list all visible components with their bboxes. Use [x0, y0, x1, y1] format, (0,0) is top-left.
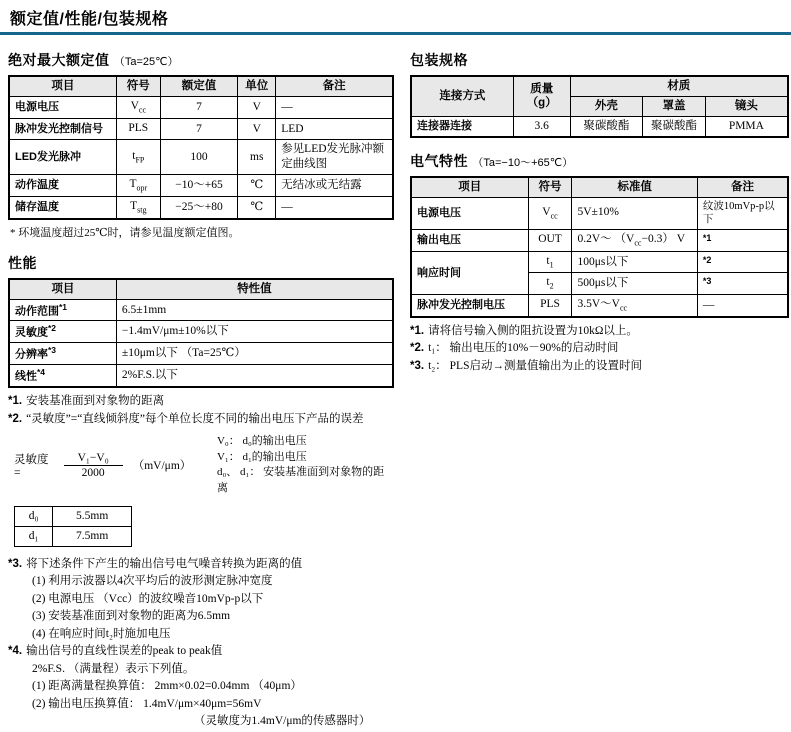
footnote-text: t₁： 输出电压的10%－90%的启动时间	[428, 342, 619, 355]
footnote-label: *1.	[8, 395, 23, 408]
item-cell	[9, 299, 116, 321]
item-label: 分辨率	[15, 349, 48, 362]
formula-definitions	[217, 434, 394, 496]
left-column	[8, 37, 394, 732]
lens-cell: PMMA	[705, 116, 788, 136]
footnote-1	[8, 394, 394, 410]
item-cell: 输出电压	[411, 230, 528, 252]
symbol-sub: opr	[136, 183, 148, 193]
value-text: 500μs以下	[577, 277, 629, 290]
symbol-cell	[116, 196, 160, 218]
footnote-ref: *3	[48, 345, 57, 356]
cover-cell: 聚碳酸酯	[643, 116, 706, 136]
header-note: 备注	[697, 177, 788, 197]
unit-cell: V	[238, 96, 276, 118]
item-label: 动作范围	[15, 305, 59, 318]
value-cell: ±10μm以下 （Ta=25℃）	[116, 343, 393, 365]
header-connection: 连接方式	[411, 76, 513, 116]
abs-max-condition: （Ta=25℃）	[113, 56, 179, 68]
electrical-heading	[410, 151, 789, 171]
footnote-label: *4.	[8, 645, 23, 658]
rating-cell: −25～+80	[160, 196, 238, 218]
symbol-base: t	[546, 276, 550, 289]
value-cell	[572, 251, 697, 273]
abs-max-footnote: * 环境温度超过25℃时，请参见温度额定值图。	[10, 226, 240, 239]
formula-denominator: 2000	[64, 465, 123, 479]
footnote-ref: *2	[48, 323, 57, 334]
distance-symbol-cell: d₁	[15, 526, 53, 546]
item-cell: 电源电压	[411, 197, 528, 229]
header-lens: 镜头	[705, 96, 788, 116]
table-row	[9, 343, 393, 365]
unit-cell: ℃	[238, 196, 276, 218]
header-characteristic: 特性值	[116, 279, 393, 299]
symbol-cell	[528, 273, 572, 295]
rating-cell: 7	[160, 96, 238, 118]
item-cell	[9, 365, 116, 387]
value-cell	[572, 197, 697, 229]
footnote-4-item: (2) 输出电压换算值： 1.4mV/μm×40μm=56mV	[32, 697, 262, 710]
symbol-base: T	[129, 178, 137, 191]
packaging-heading: 包装规格	[410, 52, 468, 68]
item-cell: 储存温度	[9, 196, 116, 218]
table-header-row	[411, 177, 788, 197]
right-footnote-1	[410, 324, 789, 340]
footnote-label: *2.	[8, 412, 23, 425]
value-text: 5V±10%	[577, 206, 619, 219]
distance-value-cell: 7.5mm	[53, 526, 132, 546]
two-column-layout	[8, 35, 783, 732]
right-footnote-2	[410, 341, 789, 357]
note-cell	[697, 273, 788, 295]
item-cell: LED发光脉冲	[9, 140, 116, 175]
table-row	[9, 321, 393, 343]
footnote-3-item: (3) 安装基准面到对象物的距离为6.5mm	[32, 610, 231, 623]
footnote-4	[8, 644, 394, 660]
value-sub: cc	[634, 238, 642, 248]
table-row	[9, 118, 393, 140]
symbol-base: V	[542, 206, 551, 219]
table-row	[9, 96, 393, 118]
value-text: 0.2V～ （V	[577, 233, 635, 246]
distance-symbol-cell: d₀	[15, 506, 53, 526]
distance-value-cell: 5.5mm	[53, 506, 132, 526]
note-cell	[697, 230, 788, 252]
electrical-table	[410, 176, 789, 318]
header-symbol: 符号	[528, 177, 572, 197]
header-shell: 外壳	[570, 96, 643, 116]
note-cell: 参见LED发光脉冲额定曲线图	[276, 140, 393, 175]
item-cell: 脉冲发光控制信号	[9, 118, 116, 140]
formula-lhs: 灵敏度 =	[14, 454, 49, 480]
table-row	[9, 299, 393, 321]
table-row	[9, 196, 393, 218]
symbol-base: t	[546, 254, 550, 267]
table-row	[411, 230, 788, 252]
footnote-text: 将下述条件下产生的输出信号电气噪音转换为距离的值	[26, 557, 303, 570]
table-row	[15, 526, 132, 546]
note-cell: 无结冰或无结露	[276, 175, 393, 197]
footnote-3	[8, 557, 394, 573]
electrical-heading-text: 电气特性	[410, 152, 468, 169]
symbol-base: V	[130, 99, 139, 112]
header-unit: 单位	[238, 76, 276, 96]
unit-cell: V	[238, 118, 276, 140]
footnote-ref: *1	[59, 301, 68, 312]
symbol-cell	[116, 140, 160, 175]
footnote-ref: *3	[702, 276, 712, 287]
symbol-cell	[528, 197, 572, 229]
page-title: 额定值/性能/包装规格	[10, 11, 169, 28]
formula-unit: （mV/μm）	[132, 460, 192, 473]
item-cell: 脉冲发光控制电压	[411, 295, 528, 317]
rating-cell: 100	[160, 140, 238, 175]
value-sub: cc	[619, 303, 628, 313]
rating-cell: −10～+65	[160, 175, 238, 197]
table-header-row	[9, 279, 393, 299]
symbol-cell	[116, 175, 160, 197]
symbol-base: T	[130, 199, 138, 212]
rating-cell: 7	[160, 118, 238, 140]
value-cell	[572, 295, 697, 317]
symbol-cell	[116, 118, 160, 140]
item-label: 线性	[15, 371, 37, 384]
footnote-ref: *4	[37, 367, 46, 378]
packaging-table	[410, 75, 789, 138]
footnote-ref: *2	[702, 254, 712, 265]
definition-line: d₀、 d₁： 安装基准面到对象物的距离	[216, 466, 385, 494]
item-cell: 响应时间	[411, 251, 528, 294]
table-row	[15, 506, 132, 526]
footnote-text: t₂： PLS启动→测量值输出为止的设置时间	[428, 359, 642, 372]
header-symbol: 符号	[116, 76, 160, 96]
footnote-4-item: 2%F.S. （满量程）表示下列值。	[32, 662, 195, 675]
performance-table	[8, 278, 394, 389]
symbol-cell	[528, 230, 572, 252]
footnote-text: 请将信号输入侧的阻抗设置为10kΩ以上。	[428, 324, 638, 337]
value-cell	[572, 273, 697, 295]
footnote-3-item: (2) 电源电压 （Vcc）的波纹噪音10mVp-p以下	[32, 592, 264, 605]
symbol-sub: FP	[135, 155, 145, 165]
table-row	[411, 197, 788, 229]
note-cell: LED	[276, 118, 393, 140]
right-column	[410, 37, 789, 732]
table-row	[9, 175, 393, 197]
table-row	[9, 140, 393, 175]
value-text: 3.5V～V	[577, 298, 620, 311]
table-row	[9, 365, 393, 387]
header-standard-value: 标准值	[572, 177, 697, 197]
footnote-label: *2.	[410, 342, 425, 355]
abs-max-heading-text: 绝对最大额定值	[8, 52, 110, 68]
symbol-base: OUT	[538, 233, 562, 246]
electrical-condition: （Ta=−10～+65℃）	[472, 156, 574, 169]
table-row	[411, 251, 788, 273]
item-label: 灵敏度	[15, 327, 48, 340]
header-item: 项目	[411, 177, 528, 197]
footnote-ref: *1	[702, 232, 712, 243]
footnote-text: 输出信号的直线性误差的peak to peak值	[26, 645, 223, 658]
footnote-text: 安装基准面到对象物的距离	[26, 395, 165, 408]
value-cell: 2%F.S.以下	[116, 365, 393, 387]
symbol-cell	[528, 251, 572, 273]
header-item: 项目	[9, 279, 116, 299]
symbol-sub: 2	[549, 281, 554, 291]
unit-cell: ms	[238, 140, 276, 175]
value-text: −0.3） V	[641, 233, 685, 246]
note-cell: —	[697, 295, 788, 317]
symbol-sub: stg	[137, 205, 147, 215]
header-item: 项目	[9, 76, 116, 96]
footnote-2	[8, 412, 394, 428]
value-text: 100μs以下	[577, 255, 629, 268]
right-footnote-3	[410, 359, 789, 375]
definition-line: V₁： d₁的输出电压	[216, 450, 307, 463]
footnote-3-item: (1) 利用示波器以4次平均后的波形测定脉冲宽度	[32, 575, 273, 588]
formula-fraction	[64, 452, 123, 479]
value-cell: 6.5±1mm	[116, 299, 393, 321]
item-cell: 电源电压	[9, 96, 116, 118]
table-row	[411, 295, 788, 317]
shell-cell: 聚碳酸酯	[570, 116, 643, 136]
header-cover: 罩盖	[643, 96, 706, 116]
symbol-sub: 1	[549, 260, 554, 270]
header-note: 备注	[276, 76, 393, 96]
connection-cell: 连接器连接	[411, 116, 513, 136]
table-row	[411, 116, 788, 136]
footnote-3-item: (4) 在响应时间t₂时施加电压	[32, 627, 171, 640]
footnote-4-item: (1) 距离满量程换算值： 2mm×0.02=0.04mm （40μm）	[32, 680, 302, 693]
note-cell: —	[276, 96, 393, 118]
symbol-cell	[116, 96, 160, 118]
symbol-base: PLS	[128, 121, 149, 134]
distance-table	[14, 506, 132, 547]
table-header-row	[411, 76, 788, 96]
footnote-label: *3.	[8, 557, 23, 570]
symbol-base: PLS	[540, 298, 560, 311]
table-header-row	[9, 76, 393, 96]
definition-line: V₀： d₀的输出电压	[216, 435, 307, 448]
performance-heading: 性能	[8, 254, 37, 271]
footnote-label: *3.	[410, 359, 425, 372]
footnote-text: “灵敏度”=“直线倾斜度”每个单位长度不同的输出电压下产品的误差	[26, 412, 364, 425]
value-cell: −1.4mV/μm±10%以下	[116, 321, 393, 343]
symbol-sub: cc	[138, 105, 146, 115]
item-cell: 动作温度	[9, 175, 116, 197]
item-cell	[9, 343, 116, 365]
footnote-4-tail: （灵敏度为1.4mV/μm的传感器时）	[194, 715, 371, 728]
header-rating: 额定值	[160, 76, 238, 96]
header-material: 材质	[570, 76, 788, 96]
symbol-base: t	[132, 149, 136, 162]
note-cell	[697, 251, 788, 273]
symbol-cell	[528, 295, 572, 317]
unit-cell: ℃	[238, 175, 276, 197]
header-mass: 质量 （g）	[513, 76, 570, 116]
sensitivity-formula	[14, 434, 394, 496]
symbol-sub: cc	[550, 211, 558, 221]
mass-cell: 3.6	[513, 116, 570, 136]
item-cell	[9, 321, 116, 343]
abs-max-heading	[8, 50, 394, 70]
footnote-label: *1.	[410, 324, 425, 337]
value-cell	[572, 230, 697, 252]
abs-max-table	[8, 75, 394, 220]
formula-numerator: V₁−V₀	[77, 451, 109, 464]
note-cell: —	[276, 196, 393, 218]
note-cell: 纹波10mVp-p以下	[697, 197, 788, 229]
